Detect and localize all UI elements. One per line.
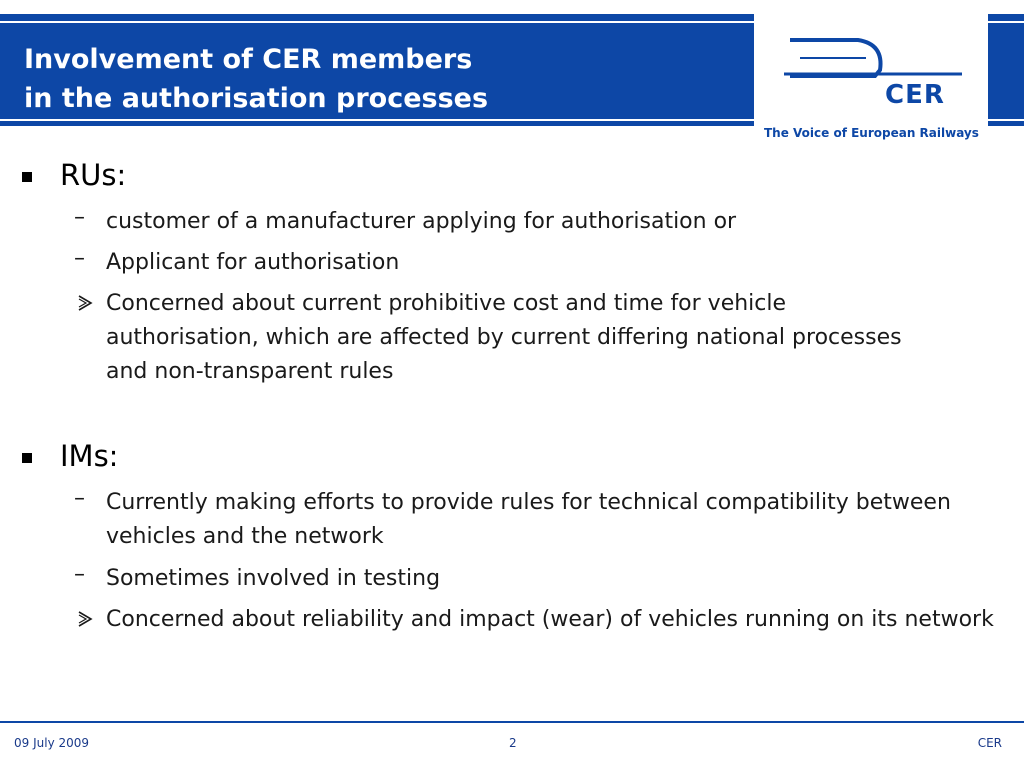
cer-logo-icon bbox=[0, 0, 1024, 140]
footer-org: CER bbox=[977, 736, 1002, 750]
logo-tagline: The Voice of European Railways bbox=[764, 126, 979, 140]
list-item: Concerned about reliability and impact (wear) of vehicles running on its network bbox=[106, 607, 994, 632]
dash-bullet: – bbox=[74, 205, 85, 230]
list-item: Currently making efforts to provide rules for technical compatibility between vehicles and the network bbox=[106, 490, 951, 549]
list-item: customer of a manufacturer applying for authorisation or bbox=[106, 209, 737, 234]
dash-bullet: – bbox=[74, 246, 85, 271]
logo-text: CER bbox=[885, 80, 945, 110]
page-number: 2 bbox=[509, 736, 517, 750]
list-item: Sometimes involved in testing bbox=[106, 566, 441, 591]
title-line-1: Involvement of CER members bbox=[24, 44, 473, 75]
square-bullet-icon bbox=[22, 172, 32, 182]
dash-bullet: – bbox=[74, 486, 85, 511]
square-bullet-icon bbox=[22, 453, 32, 463]
section-heading-rus: RUs: bbox=[60, 158, 127, 192]
footer-date: 09 July 2009 bbox=[14, 736, 90, 750]
section-heading-ims: IMs: bbox=[60, 439, 119, 473]
arrow-bullet-icon bbox=[76, 294, 94, 312]
list-item: Applicant for authorisation bbox=[106, 250, 400, 275]
title-line-2: in the authorisation processes bbox=[24, 83, 489, 114]
list-item: Concerned about current prohibitive cost and time for vehicle authorisation, which are affected by current differing national processes and non-transparent rules bbox=[106, 291, 902, 384]
dash-bullet: – bbox=[74, 562, 85, 587]
footer-rule bbox=[0, 721, 1024, 723]
arrow-bullet-icon bbox=[76, 610, 94, 628]
